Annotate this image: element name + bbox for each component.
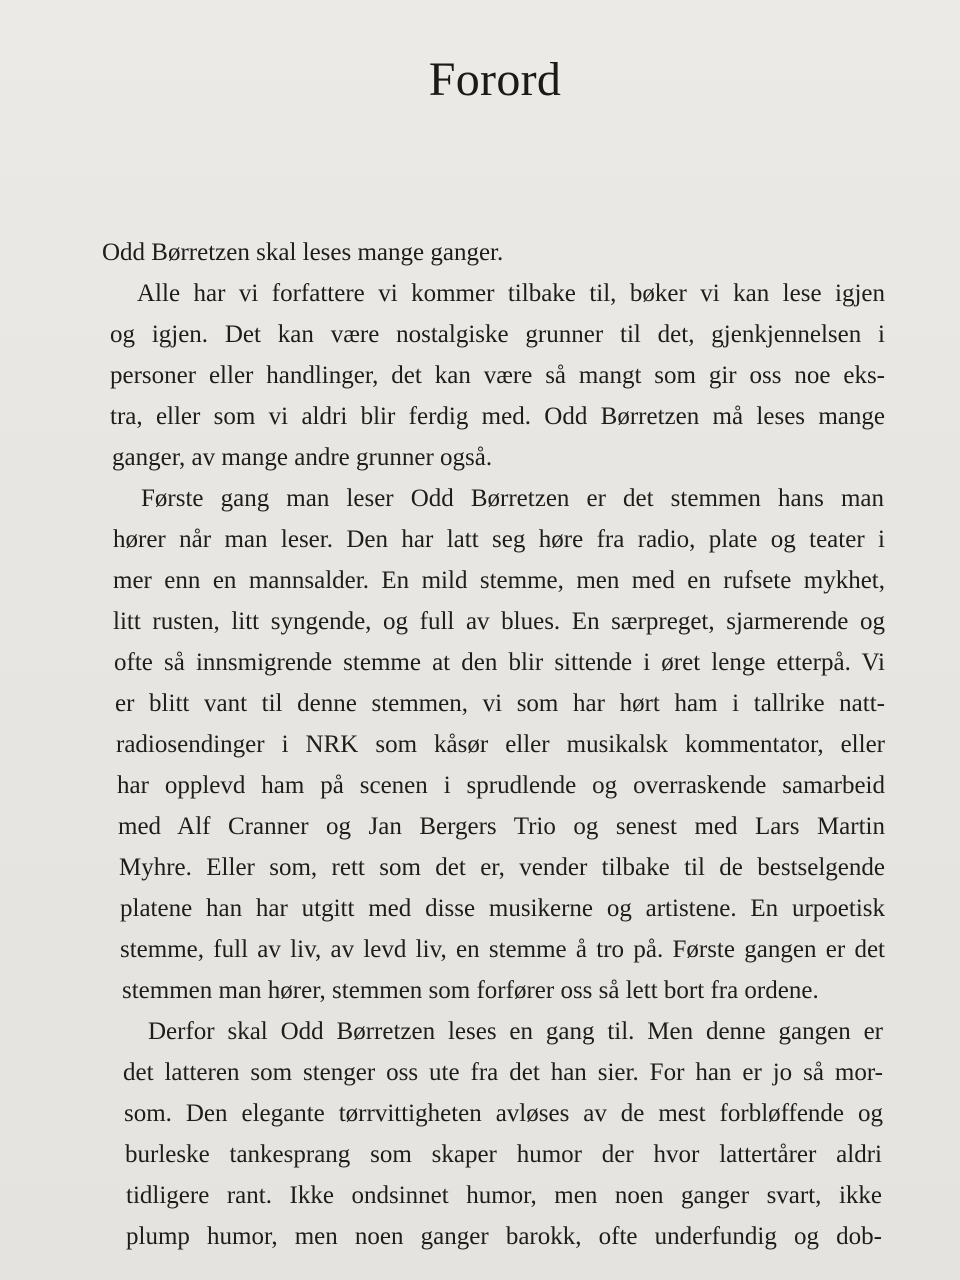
text-line: personer eller handlinger, det kan være så mangt som gir oss noe eks- [110, 362, 885, 389]
text-line: burleske tankesprang som skaper humor der hvor lattertårer aldri [125, 1141, 882, 1168]
text-line: Alle har vi forfattere vi kommer tilbake til, bøker vi kan lese igjen [137, 280, 885, 307]
text-line: platene han har utgitt med disse musikerne og artistene. En urpoetisk [120, 895, 885, 922]
bleed-through-background [110, 0, 890, 232]
text-line: plump humor, men noen ganger barokk, ofte underfundig og dob- [126, 1223, 882, 1250]
text-line: hører når man leser. Den har latt seg høre fra radio, plate og teater i [113, 526, 885, 553]
text-line: med Alf Cranner og Jan Bergers Trio og senest med Lars Martin [118, 813, 885, 840]
text-line: Derfor skal Odd Børretzen leses en gang til. Men denne gangen er [148, 1018, 883, 1045]
text-line: tidligere rant. Ikke ondsinnet humor, men noen ganger svart, ikke [126, 1182, 882, 1209]
text-line: tra, eller som vi aldri blir ferdig med. Odd Børretzen må leses mange [110, 403, 885, 430]
text-line: som. Den elegante tørrvittigheten avløses av de mest forbløffende og [124, 1100, 883, 1127]
text-line: Odd Børretzen skal leses mange ganger. [102, 239, 504, 266]
text-line: Første gang man leser Odd Børretzen er det stemmen hans man [141, 485, 884, 512]
text-line: radiosendinger i NRK som kåsør eller musikalsk kommentator, eller [116, 731, 885, 758]
text-line: litt rusten, litt syngende, og full av blues. En særpreget, sjarmerende og [113, 608, 885, 635]
page-title: Forord [428, 53, 562, 106]
text-line: har opplevd ham på scenen i sprudlende og overraskende samarbeid [117, 772, 885, 799]
text-line: og igjen. Det kan være nostalgiske grunner til det, gjenkjennelsen i [110, 321, 885, 348]
text-line: mer enn en mannsalder. En mild stemme, men med en rufsete mykhet, [113, 567, 885, 594]
text-line: det latteren som stenger oss ute fra det han sier. For han er jo så mor- [123, 1059, 883, 1086]
text-line: stemmen man hører, stemmen som forfører oss så lett bort fra ordene. [122, 977, 819, 1004]
text-line: er blitt vant til denne stemmen, vi som har hørt ham i tallrike natt- [115, 690, 885, 717]
text-line: Myhre. Eller som, rett som det er, vender tilbake til de bestselgende [119, 854, 885, 881]
text-line: ofte så innsmigrende stemme at den blir sittende i øret lenge etterpå. Vi [114, 649, 885, 676]
text-line: stemme, full av liv, av levd liv, en stemme å tro på. Første gangen er det [120, 936, 885, 963]
text-line: ganger, av mange andre grunner også. [112, 444, 493, 471]
